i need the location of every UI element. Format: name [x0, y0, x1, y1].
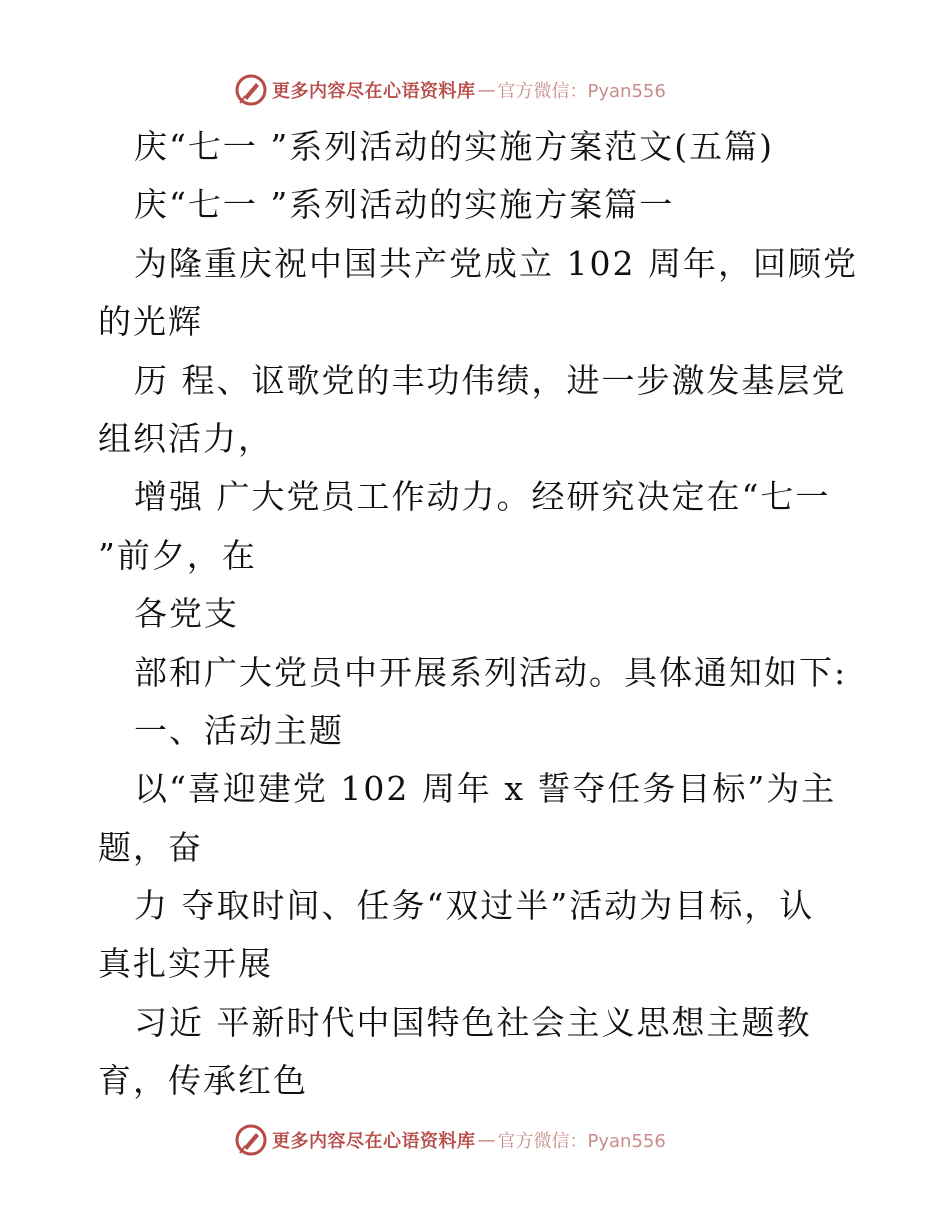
document-body	[98, 118, 868, 1111]
pen-logo-icon	[234, 1123, 268, 1157]
watermark-wechat-text: 官方微信：Pyan556	[497, 1131, 666, 1152]
paragraph-line: 各党支	[134, 594, 239, 634]
paragraph-line: 增强 广大党员工作动力。经研究决定在“七一	[134, 477, 831, 517]
paragraph-line: 育，传承红色	[98, 1061, 308, 1101]
paragraph-line: 部和广大党员中开展系列活动。具体通知如下:	[134, 652, 848, 692]
paragraph-line: 的光辉	[98, 302, 203, 342]
pen-logo-icon	[234, 73, 268, 107]
section-title: 庆“七一 ”系列活动的实施方案篇一	[134, 185, 675, 225]
watermark-wechat-text: 官方微信：Pyan556	[497, 81, 666, 102]
paragraph-line: 为隆重庆祝中国共产党成立 102 周年，回顾党	[134, 243, 858, 283]
paragraph-line: ”前夕，在	[98, 535, 257, 575]
watermark-dash: —	[477, 79, 496, 101]
watermark-main-text: 更多内容尽在心语资料库	[272, 1131, 476, 1152]
doc-title: 庆“七一 ”系列活动的实施方案范文(五篇)	[134, 127, 774, 166]
paragraph-line: 习近 平新时代中国特色社会主义思想主题教	[134, 1002, 812, 1042]
paragraph-line: 历 程、讴歌党的丰功伟绩，进一步激发基层党	[134, 360, 847, 400]
paragraph-line: 以“喜迎建党 102 周年 x 誓夺任务目标”为主	[134, 769, 837, 809]
watermark-dash: —	[477, 1129, 496, 1151]
subheading: 一、活动主题	[134, 710, 344, 750]
paragraph-line: 力 夺取时间、任务“双过半”活动为目标，认	[134, 886, 815, 926]
paragraph-line: 组织活力，	[98, 418, 273, 458]
footer-watermark	[234, 1122, 666, 1158]
header-watermark	[234, 72, 666, 108]
watermark-main-text: 更多内容尽在心语资料库	[272, 81, 476, 102]
paragraph-line: 真扎实开展	[98, 944, 273, 984]
paragraph-line: 题，奋	[98, 827, 203, 867]
